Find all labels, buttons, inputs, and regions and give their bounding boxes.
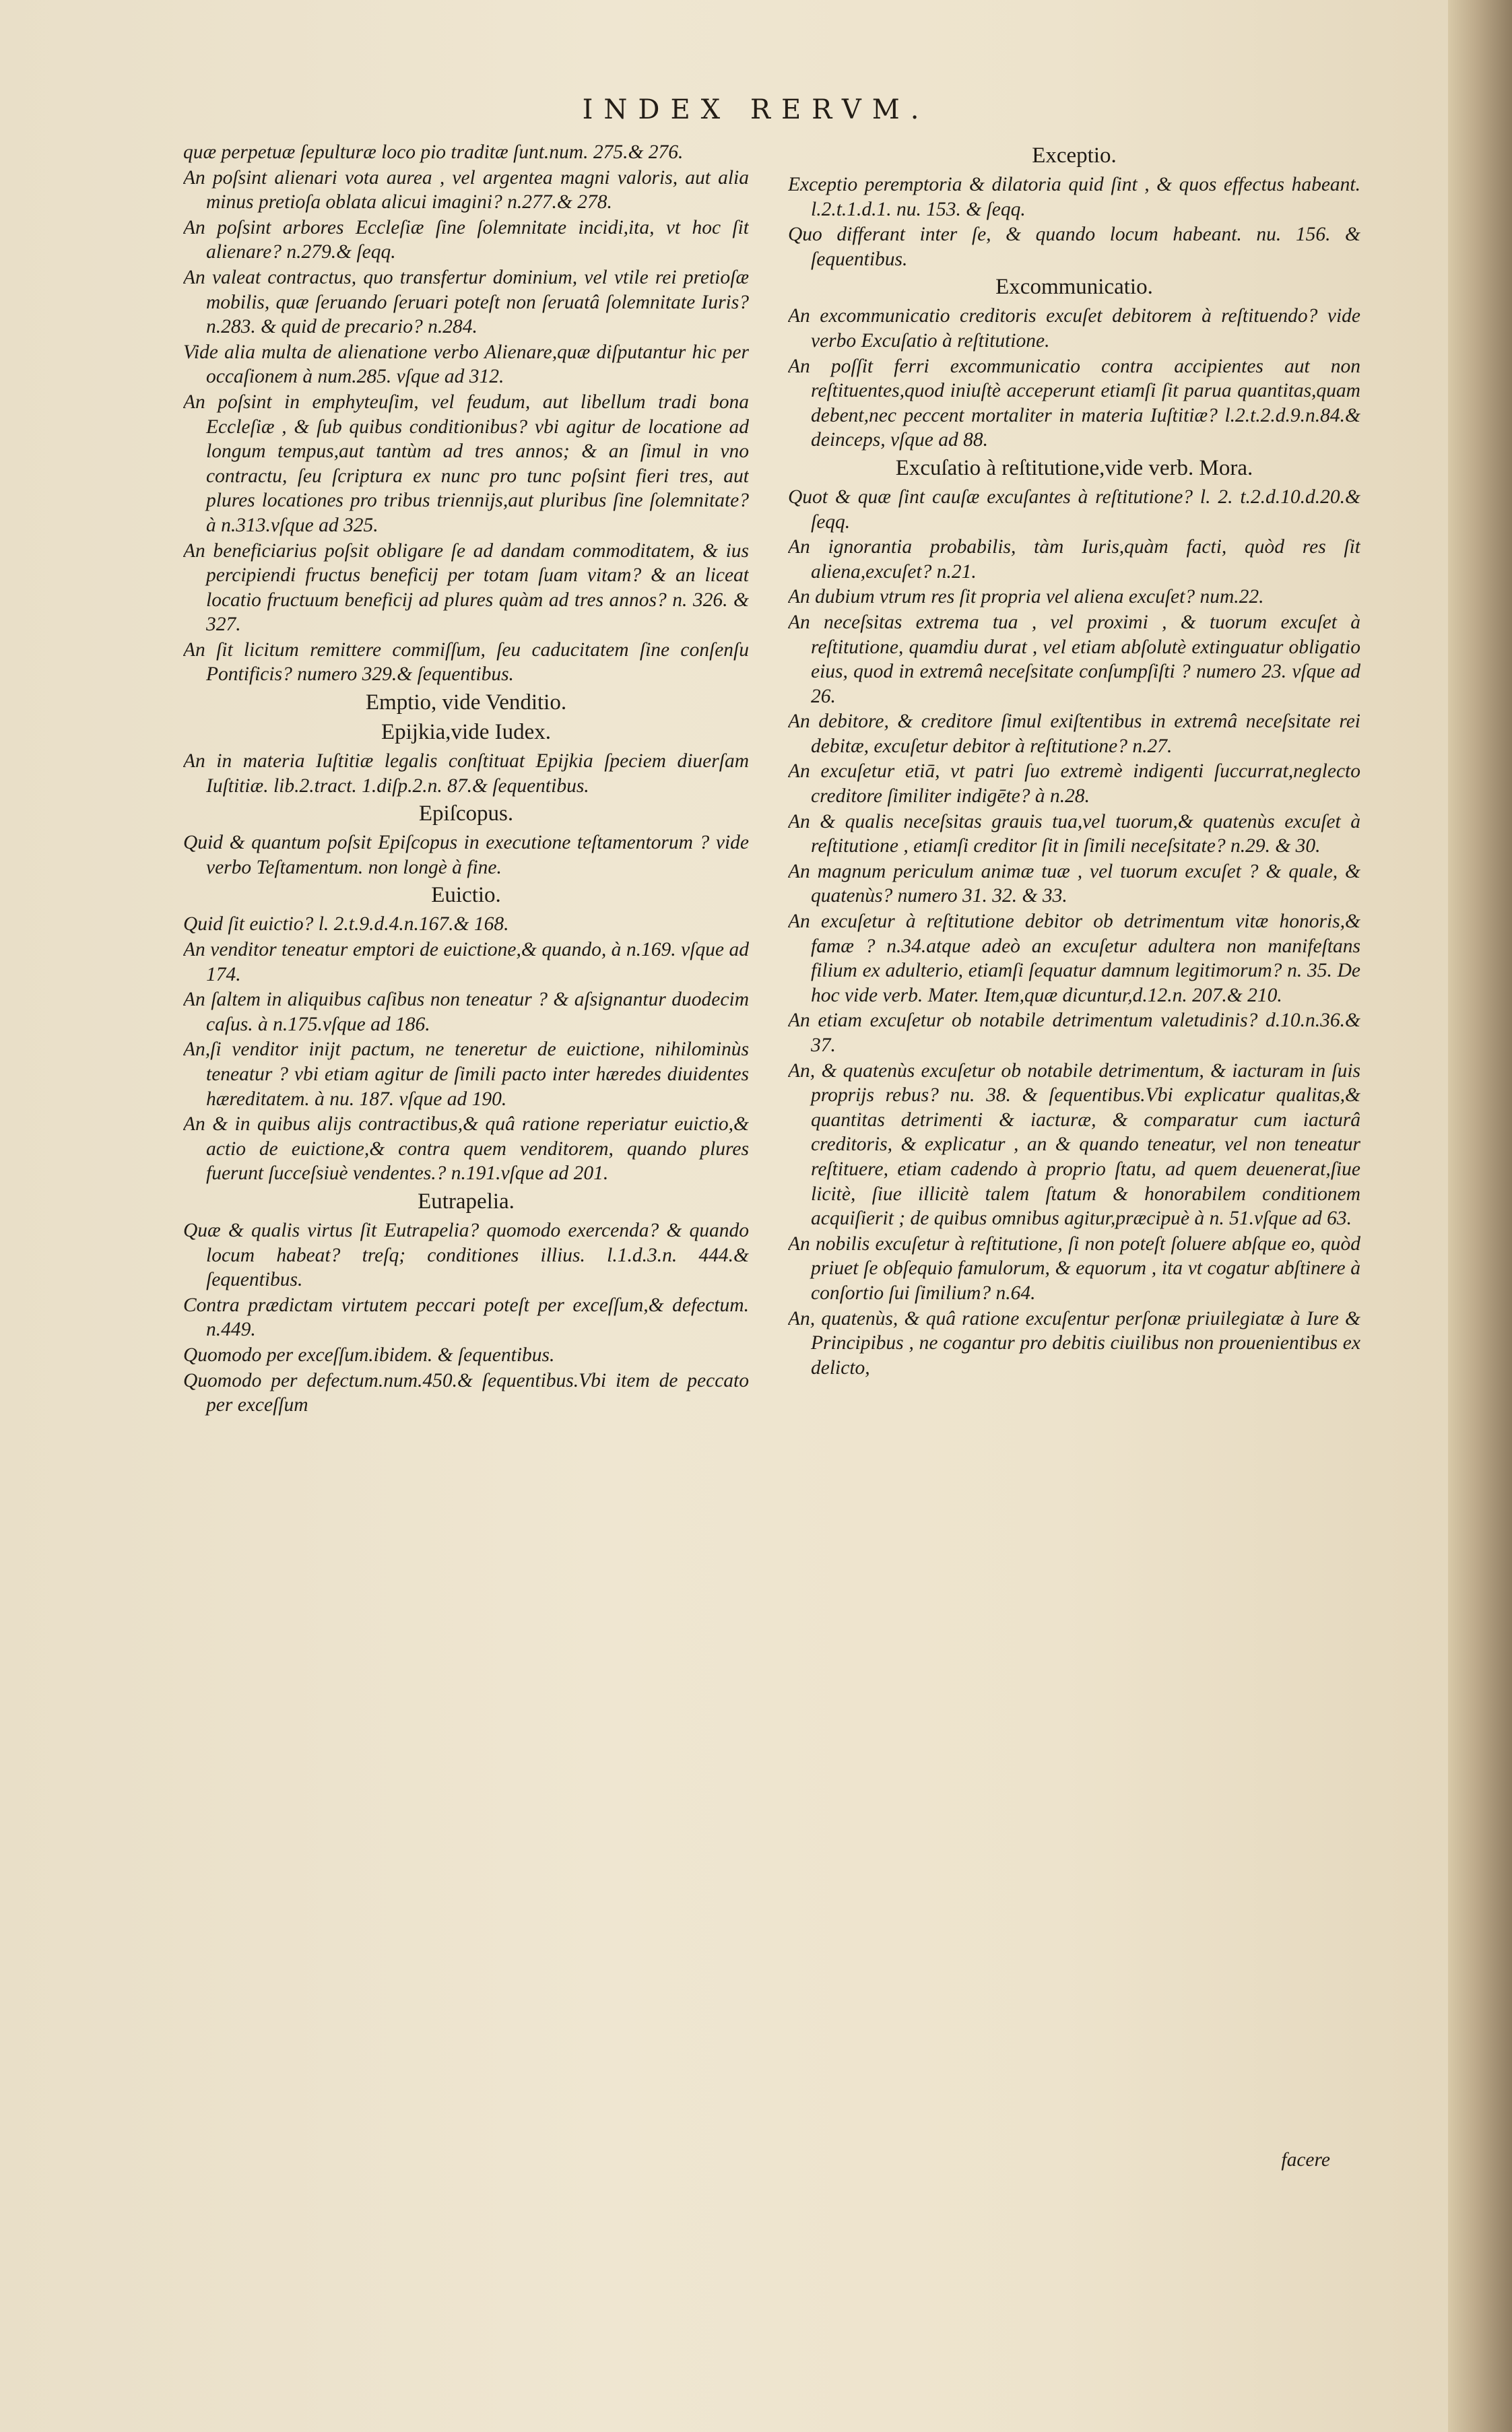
index-entry: An neceſsitas extrema tua , vel proximi , & tuorum excuſet à reſtitutione, quamdiu durat , vel etiam abſolutè extinguatur obligatio eius, quod in extremâ neceſsitate conſumpſiſti ? numero 23. vſque ad 26. (788, 611, 1360, 707)
index-entry: An & qualis neceſsitas grauis tua,vel tuorum,& quatenùs excuſet à reſtitutione , etiamſi creditor ſit in ſimili neceſsitate? n.29. & 30. (788, 810, 1360, 857)
index-heading: Exceptio. (1032, 143, 1117, 168)
index-entry: An ignorantia probabilis, tàm Iuris,quàm facti, quòd res ſit aliena,excuſet? n.21. (788, 536, 1360, 583)
index-entry: An,ſi venditor inijt pactum, ne teneretur de euictione, nihilominùs teneatur ? vbi etiam agitur de ſimili pacto inter hæredes diuidentes hæreditatem. à nu. 187. vſque ad 190. (183, 1039, 749, 1110)
index-entry: An poſsint in emphyteuſim, vel feudum, aut libellum tradi bona Eccleſiæ , & ſub quibus conditionibus? vbi agitur de locatione ad longum tempus,aut tantùm ad tres annos; & an ſimul in vno contractu, ſeu ſcriptura ex nunc pro tunc poſsint fieri tres, aut plures locationes pro tribus triennijs,aut pluribus ſine ſolemnitate? à n.313.vſque ad 325. (183, 391, 749, 536)
index-entry: quæ perpetuæ ſepulturæ loco pio traditæ ſunt.num. 275.& 276. (183, 141, 684, 163)
index-heading: Excommunicatio. (995, 275, 1153, 300)
catchword: facere (1281, 2149, 1330, 2171)
running-header: INDEX RERVM. (582, 94, 930, 125)
index-entry: An, quatenùs, & quâ ratione excuſentur perſonæ priuilegiatæ à Iure & Principibus , ne cogantur pro debitis ciuilibus non prouenientibus ex delicto, (788, 1307, 1360, 1379)
index-entry: An excuſetur à reſtitutione debitor ob detrimentum vitæ honoris,& famæ ? n.34.atque adeò an excuſetur adultera non manifeſtans filium ex adulterio, etiamſi ſequatur damnum legitimorum? n. 35. De hoc vide verb. Mater. Item,quæ dicuntur,d.12.n. 207.& 210. (788, 911, 1360, 1006)
index-entry: An debitore, & creditore ſimul exiſtentibus in extremâ neceſsitate rei debitæ, excuſetur debitor à reſtitutione? n.27. (788, 711, 1360, 757)
index-entry: An magnum periculum animæ tuæ , vel tuorum excuſet ? & quale, & quatenùs? numero 31. 32. & 33. (788, 860, 1360, 907)
index-entry: An ſit licitum remittere commiſſum, ſeu caducitatem ſine conſenſu Pontificis? numero 329.& ſequentibus. (183, 638, 749, 686)
index-entry: An nobilis excuſetur à reſtitutione, ſi non poteſt ſoluere abſque eo, quòd priuet ſe obſequio famulorum, & equorum , ita vt cogatur abſtinere à conſortio ſui ſimilium? n.64. (788, 1233, 1360, 1304)
index-heading: Epijkia,vide Iudex. (381, 720, 551, 745)
index-entry: Quot & quæ ſint cauſæ excuſantes à reſtitutione? l. 2. t.2.d.10.d.20.& ſeqq. (788, 486, 1360, 533)
index-entry: Quomodo per exceſſum.ibidem. & ſequentibus. (183, 1344, 555, 1366)
index-entry: Exceptio peremptoria & dilatoria quid ſint , & quos effectus habeant. l.2.t.1.d.1. nu. 153. & ſeqq. (788, 174, 1360, 220)
index-entry: An excuſetur etiā, vt patri ſuo extremè indigenti ſuccurrat,neglecto creditore ſimiliter indigēte? à n.28. (788, 760, 1360, 808)
index-entry: An etiam excuſetur ob notabile detrimentum valetudinis? d.10.n.36.& 37. (788, 1010, 1360, 1056)
index-entry: An excommunicatio creditoris excuſet debitorem à reſtituendo? vide verbo Excuſatio à reſtitutione. (788, 305, 1360, 352)
index-entry: Quomodo per defectum.num.450.& ſequentibus.Vbi item de peccato per exceſſum (183, 1369, 749, 1416)
index-entry: An & in quibus alijs contractibus,& quâ ratione reperiatur euictio,& actio de euictione,& contra quem venditorem, quando plures fuerunt ſucceſsiuè vendentes.? n.191.vſque ad 201. (183, 1113, 749, 1185)
index-heading: Excuſatio à reſtitutione,vide verb. Mora. (895, 455, 1253, 480)
index-entry: An, & quatenùs excuſetur ob notabile detrimentum, & iacturam in ſuis proprijs rebus? nu. 38. & ſequentibus.Vbi explicatur qualitas,& quantitas detrimenti & iacturæ, & comparatur cum iacturâ creditoris, & explicatur , an & quando teneatur, vel non teneatur reſtituere, etiam cadendo à proprio ſtatu, ad quem deuenerat,ſiue licitè, ſiue illicitè talem ſtatum & honorabilem conditionem acquiſierit ; de quibus omnibus agitur,præcipuè à n. 51.vſque ad 63. (788, 1059, 1360, 1230)
index-heading: Eutrapelia. (418, 1189, 515, 1214)
index-entry: An beneficiarius poſsit obligare ſe ad dandam commoditatem, & ius percipiendi fructus beneficij per totam ſuam vitam? & an liceat locatio fructuum beneficij ad plures quàm ad tres annos? n. 326. & 327. (183, 539, 749, 636)
index-entry: Contra prædictam virtutem peccari poteſt per exceſſum,& defectum. n.449. (183, 1294, 749, 1341)
right-column (788, 140, 1360, 2376)
index-entry: An poſsint arbores Eccleſiæ ſine ſolemnitate incidi,ita, vt hoc ſit alienare? n.279.& ſeqq. (183, 216, 749, 263)
index-heading: Euictio. (431, 883, 501, 908)
index-entry: An in materia Iuſtitiæ legalis conſtituat Epijkia ſpeciem diuerſam Iuſtitiæ. lib.2.tract. 1.diſp.2.n. 87.& ſequentibus. (183, 750, 749, 797)
index-entry: An dubium vtrum res ſit propria vel aliena excuſet? num.22. (788, 586, 1264, 608)
index-entry: Quid ſit euictio? l. 2.t.9.d.4.n.167.& 168. (183, 913, 509, 935)
index-entry: Quid & quantum poſsit Epiſcopus in executione teſtamentorum ? vide verbo Teſtamentum. non longè à fine. (183, 832, 749, 878)
index-heading: Epiſcopus. (418, 801, 514, 826)
index-entry: An valeat contractus, quo transfertur dominium, vel vtile rei pretioſæ mobilis, quæ ſeruando ſeruari poteſt non ſeruatâ ſolemnitate Iuris? n.283. & quid de precario? n.284. (183, 266, 749, 338)
page-edge (1448, 0, 1512, 2432)
index-entry: Quo differant inter ſe, & quando locum habeant. nu. 156. & ſequentibus. (788, 224, 1360, 270)
left-column (183, 140, 749, 2349)
index-heading: Emptio, vide Venditio. (365, 690, 567, 715)
index-entry: Vide alia multa de alienatione verbo Alienare,quæ diſputantur hic per occaſionem à num.285. vſque ad 312. (183, 341, 749, 388)
index-entry: An poſſit ferri excommunicatio contra accipientes aut non reſtituentes,quod iniuſtè acceperunt etiamſi ſit parua quantitas,quam debent,nec peccent mortaliter in materia Iuſtitiæ? l.2.t.2.d.9.n.84.& deinceps, vſque ad 88. (788, 355, 1360, 451)
index-entry: Quæ & qualis virtus ſit Eutrapelia? quomodo exercenda? & quando locum habeat? treſq; conditiones illius. l.1.d.3.n. 444.& ſequentibus. (183, 1219, 749, 1291)
index-entry: An venditor teneatur emptori de euictione,& quando, à n.169. vſque ad 174. (183, 939, 749, 985)
index-entry: An poſsint alienari vota aurea , vel argentea magni valoris, aut alia minus pretioſa oblata alicui imagini? n.277.& 278. (183, 166, 749, 213)
index-entry: An ſaltem in aliquibus caſibus non teneatur ? & aſsignantur duodecim caſus. à n.175.vſque ad 186. (183, 989, 749, 1035)
